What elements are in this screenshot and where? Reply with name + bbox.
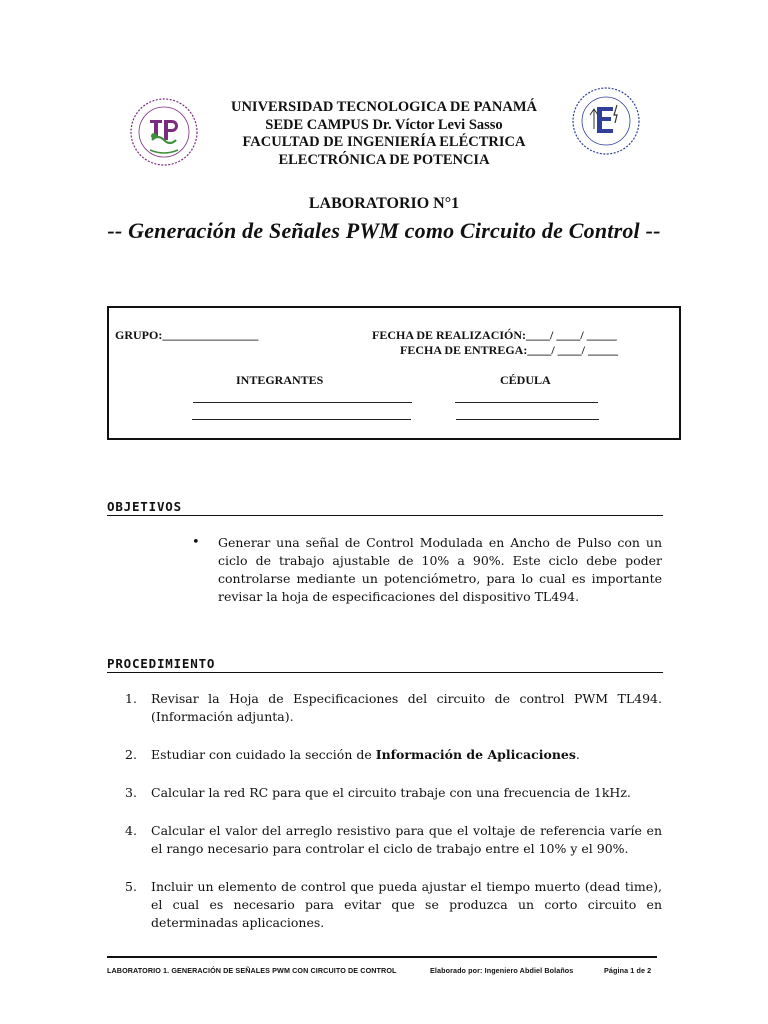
objetivo-text: Generar una señal de Control Modulada en Ancho de Pulso con un ciclo de trabajo ajustable de 10% a 90%. Este ciclo debe poder controlarse mediante un potenciómetro, para lo cual es importante revisar la hoja de especificaciones del dispositivo TL494. xyxy=(218,535,662,604)
footer-rule xyxy=(107,956,657,958)
footer-title: LABORATORIO 1. GENERACIÓN DE SEÑALES PWM CON CIRCUITO DE CONTROL xyxy=(107,966,397,975)
item-text xyxy=(151,746,662,764)
integrante-line-1[interactable] xyxy=(193,402,412,403)
item-number: 2. xyxy=(125,747,137,762)
header-line-university: UNIVERSIDAD TECNOLOGICA DE PANAMÁ xyxy=(230,99,537,115)
footer-author: Elaborado por: Ingeniero Abdiel Bolaños xyxy=(430,966,574,975)
list-item xyxy=(125,746,662,764)
fecha-realizacion-field[interactable]: FECHA DE REALIZACIÓN:____/ ____/ _____ xyxy=(372,328,617,342)
list-item xyxy=(125,878,662,932)
integrantes-label: INTEGRANTES xyxy=(236,373,324,387)
header-line-campus: SEDE CAMPUS Dr. Víctor Levi Sasso xyxy=(265,116,503,133)
cedula-line-2[interactable] xyxy=(456,419,599,420)
lab-title: LABORATORIO N°1 xyxy=(308,195,460,212)
list-item xyxy=(125,784,662,802)
item-text-pre: Estudiar con cuidado la sección de xyxy=(151,747,376,762)
item-number: 5. xyxy=(125,879,137,894)
item-text-post: . xyxy=(575,747,580,762)
list-item xyxy=(125,822,662,858)
header-line-course: ELECTRÓNICA DE POTENCIA xyxy=(278,151,490,168)
cedula-line-1[interactable] xyxy=(455,402,598,403)
objetivos-heading: OBJETIVOS xyxy=(107,499,663,516)
cedula-label: CÉDULA xyxy=(500,373,551,387)
list-item xyxy=(125,690,662,726)
grupo-field[interactable]: GRUPO:________________ xyxy=(115,328,259,342)
item-text: Revisar la Hoja de Especificaciones del circuito de control PWM TL494. (Información adjunta). xyxy=(151,691,662,724)
item-number: 1. xyxy=(125,691,137,706)
lab-subtitle: -- Generación de Señales PWM como Circuito de Control -- xyxy=(107,218,661,243)
objetivo-item xyxy=(192,534,662,606)
item-number: 4. xyxy=(125,823,137,838)
procedimiento-heading: PROCEDIMIENTO xyxy=(107,656,663,673)
item-number: 3. xyxy=(125,785,137,800)
bullet-icon: • xyxy=(192,535,200,550)
item-text: Calcular la red RC para que el circuito trabaje con una frecuencia de 1kHz. xyxy=(151,785,631,800)
item-text: Calcular el valor del arreglo resistivo para que el voltaje de referencia varíe en el rango necesario para controlar el ciclo de trabajo entre el 10% y el 90%. xyxy=(151,823,662,856)
item-text: Incluir un elemento de control que pueda ajustar el tiempo muerto (dead time), el cual es necesario para evitar que se produzca un corto circuito en determinadas aplicaciones. xyxy=(151,879,662,930)
fecha-entrega-field[interactable]: FECHA DE ENTREGA:____/ ____/ _____ xyxy=(400,343,619,357)
university-header xyxy=(160,99,608,169)
header-line-faculty: FACULTAD DE INGENIERÍA ELÉCTRICA xyxy=(242,134,526,150)
item-text-bold: Información de Aplicaciones xyxy=(375,747,576,762)
integrante-line-2[interactable] xyxy=(192,419,411,420)
procedimiento-list xyxy=(125,690,662,932)
footer-page-number: Página 1 de 2 xyxy=(604,966,652,975)
